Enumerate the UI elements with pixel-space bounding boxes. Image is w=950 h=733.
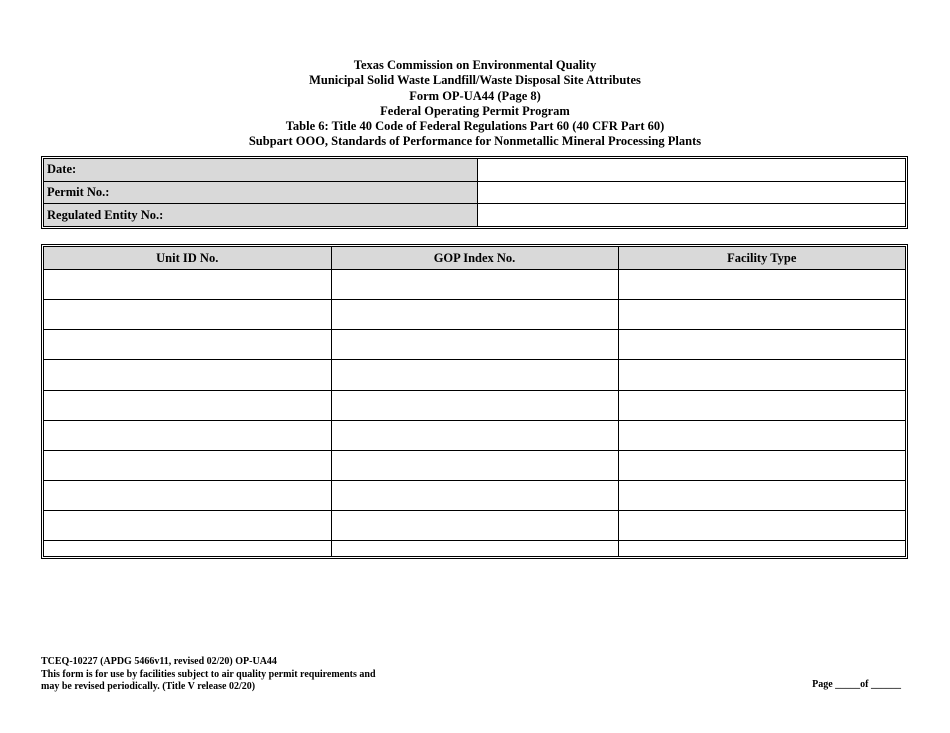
table-row	[44, 270, 905, 300]
unit-table-header	[44, 247, 905, 270]
table-row	[44, 330, 905, 360]
gop-index-cell[interactable]	[331, 450, 618, 480]
unit-id-cell[interactable]	[44, 420, 331, 450]
column-header-gop-index: GOP Index No.	[331, 247, 618, 270]
entity-row	[44, 204, 905, 226]
unit-id-cell[interactable]	[44, 300, 331, 330]
facility-type-cell[interactable]	[618, 450, 905, 480]
table-row	[44, 360, 905, 390]
form-header	[0, 58, 950, 150]
table-subtitle: Subpart OOO, Standards of Performance for Nonmetallic Mineral Processing Plants	[248, 134, 702, 149]
facility-type-cell[interactable]	[618, 390, 905, 420]
form-code: TCEQ-10227 (APDG 5466v11, revised 02/20) OP-UA44	[41, 656, 277, 667]
unit-table-body	[44, 270, 905, 557]
unit-id-cell[interactable]	[44, 481, 331, 511]
program-name: Federal Operating Permit Program	[380, 103, 570, 118]
unit-id-cell[interactable]	[44, 360, 331, 390]
entity-label: Regulated Entity No.:	[44, 204, 478, 226]
table-row	[44, 420, 905, 450]
agency-title: Texas Commission on Environmental Quality	[353, 58, 597, 72]
permit-field[interactable]	[478, 181, 906, 204]
facility-type-cell[interactable]	[618, 481, 905, 511]
info-table	[41, 156, 908, 229]
table-row	[44, 450, 905, 480]
table-row	[44, 300, 905, 330]
footer-note-1: This form is for use by facilities subject to air quality permit requirements and	[41, 668, 376, 680]
unit-table	[41, 244, 908, 559]
column-header-facility-type: Facility Type	[618, 247, 905, 270]
gop-index-cell[interactable]	[331, 481, 618, 511]
unit-id-cell[interactable]	[44, 270, 331, 300]
permit-label: Permit No.:	[44, 181, 478, 204]
page-number: Page _____of ______	[812, 679, 901, 690]
column-header-unit-id: Unit ID No.	[44, 247, 331, 270]
form-subject: Municipal Solid Waste Landfill/Waste Disposal Site Attributes	[309, 73, 641, 88]
unit-id-cell[interactable]	[44, 330, 331, 360]
unit-id-cell[interactable]	[44, 511, 331, 541]
facility-type-cell[interactable]	[618, 511, 905, 541]
gop-index-cell[interactable]	[331, 541, 618, 556]
footer-note-2: may be revised periodically. (Title V release 02/20)	[41, 681, 256, 692]
facility-type-cell[interactable]	[618, 330, 905, 360]
table-row	[44, 541, 905, 556]
date-label: Date:	[44, 159, 478, 181]
unit-id-cell[interactable]	[44, 541, 331, 556]
form-number: Form OP-UA44 (Page 8)	[409, 88, 541, 103]
unit-id-cell[interactable]	[44, 390, 331, 420]
form-footer	[41, 656, 376, 694]
table-title: Table 6: Title 40 Code of Federal Regulations Part 60 (40 CFR Part 60)	[285, 119, 665, 134]
facility-type-cell[interactable]	[618, 360, 905, 390]
gop-index-cell[interactable]	[331, 270, 618, 300]
facility-type-cell[interactable]	[618, 270, 905, 300]
date-row	[44, 159, 905, 181]
table-row	[44, 390, 905, 420]
gop-index-cell[interactable]	[331, 300, 618, 330]
permit-row	[44, 181, 905, 204]
gop-index-cell[interactable]	[331, 330, 618, 360]
date-field[interactable]	[478, 159, 906, 181]
entity-field[interactable]	[478, 204, 906, 226]
facility-type-cell[interactable]	[618, 300, 905, 330]
table-row	[44, 481, 905, 511]
unit-id-cell[interactable]	[44, 450, 331, 480]
gop-index-cell[interactable]	[331, 360, 618, 390]
gop-index-cell[interactable]	[331, 511, 618, 541]
facility-type-cell[interactable]	[618, 541, 905, 556]
gop-index-cell[interactable]	[331, 390, 618, 420]
facility-type-cell[interactable]	[618, 420, 905, 450]
table-row	[44, 511, 905, 541]
gop-index-cell[interactable]	[331, 420, 618, 450]
